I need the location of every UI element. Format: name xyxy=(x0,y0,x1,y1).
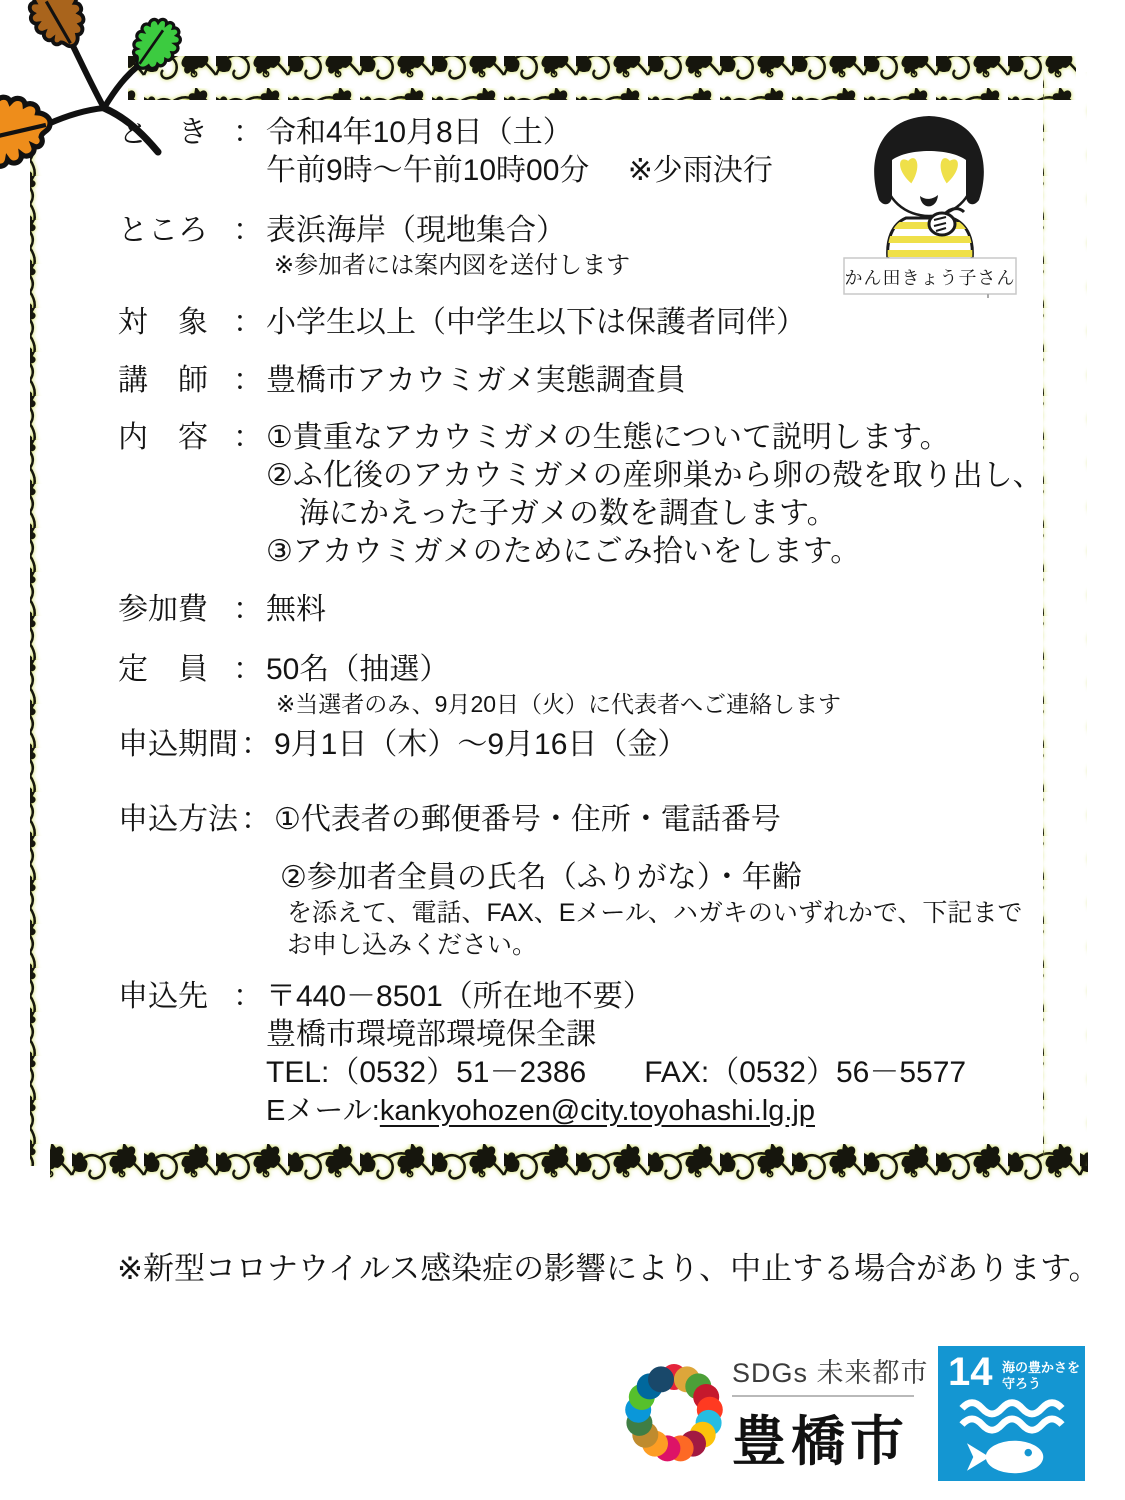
row-capacity-label: 定 員 xyxy=(118,653,208,686)
fee-value: 無料 xyxy=(266,593,326,626)
row-capacity: 定 員 ： 50名（抽選） ※当選者のみ、9月20日（火）に代表者へご連絡します xyxy=(118,651,1033,719)
capacity-value: 50名（抽選） xyxy=(266,653,450,686)
date-value: 令和4年10月8日（土） xyxy=(266,116,573,149)
period-value: 9月1日（木）～9月16日（金） xyxy=(274,728,688,761)
sdgs-future-city-label: SDGs 未来都市 xyxy=(732,1357,929,1388)
logo-divider xyxy=(732,1395,914,1397)
row-place-label: ところ xyxy=(118,214,208,247)
place-note: ※参加者には案内図を送付します xyxy=(274,252,631,279)
row-fee: 参加費 ： 無料 xyxy=(118,591,1033,629)
vine-border-left xyxy=(30,116,74,1166)
character-caption: かん田きょう子さん xyxy=(844,268,1016,288)
row-contents-label: 内 容 xyxy=(118,421,208,454)
flyer-body xyxy=(118,114,1043,1130)
target-value: 小学生以上（中学生以下は保護者同伴） xyxy=(266,306,806,339)
vine-border-bottom xyxy=(50,1144,1088,1188)
row-period: 申込期間 ： 9月1日（木）～9月16日（金） xyxy=(118,726,1033,764)
row-target-label: 対 象 xyxy=(118,306,208,339)
row-date: と き ： 令和4年10月8日（土） 午前9時～午前10時00分 ※少雨決行 xyxy=(118,114,1033,190)
place-value: 表浜海岸（現地集合） xyxy=(266,214,566,247)
email-address: kankyohozen@city.toyohashi.lg.jp xyxy=(379,1095,815,1127)
row-apply-to: 申込先 ： 〒440－8501（所在地不要） 豊橋市環境部環境保全課 TEL:（0532）51－2386 FAX:（0532）56－5577 Eメール:kankyohozen@city.toyohashi.lg.jp xyxy=(118,978,1033,1130)
row-fee-label: 参加費 xyxy=(118,593,208,626)
goal14-number: 14 xyxy=(948,1349,993,1394)
postal-address: 〒440－8501（所在地不要） xyxy=(266,980,653,1013)
row-instructor: 講 師 ： 豊橋市アカウミガメ実態調査員 xyxy=(118,362,1033,400)
fish-icon xyxy=(967,1440,1043,1473)
department-name: 豊橋市環境部環境保全課 xyxy=(266,1018,596,1051)
row-contents: 内 容 ： ①貴重なアカウミガメの生態について説明します。 ②ふ化後のアカウミガメの産卵巣から卵の殻を取り出し、 海にかえった子ガメの数を調査します。 ③アカウミガメのためにごみ拾いをします。 xyxy=(118,421,1043,568)
tel-number: TEL:（0532）51－2386 xyxy=(266,1056,587,1089)
row-place: ところ ： 表浜海岸（現地集合） ※参加者には案内図を送付します xyxy=(118,212,1033,281)
row-target: 対 象 ： 小学生以上（中学生以下は保護者同伴） xyxy=(118,304,1033,342)
city-logo xyxy=(732,1351,929,1476)
sdgs-wheel-icon xyxy=(622,1361,726,1465)
fax-number: FAX:（0532）56－5577 xyxy=(644,1056,967,1089)
goal14-title-line2: 守ろう xyxy=(1002,1375,1042,1391)
row-apply-to-label: 申込先 xyxy=(118,980,208,1013)
instructor-value: 豊橋市アカウミガメ実態調査員 xyxy=(266,364,686,397)
row-instructor-label: 講 師 xyxy=(118,364,208,397)
sdg-goal14-icon xyxy=(938,1346,1085,1481)
footer-logos xyxy=(0,1338,1125,1488)
vine-border-top xyxy=(128,56,1076,100)
city-name: 豊橋市 xyxy=(732,1411,909,1472)
row-period-label: 申込期間 xyxy=(118,728,238,761)
row-method-label: 申込方法 xyxy=(118,803,238,836)
covid-cancellation-note: ※新型コロナウイルス感染症の影響により、中止する場合があります。 xyxy=(117,1251,1100,1286)
vine-border-right xyxy=(1043,72,1087,1166)
email-label: Eメール: xyxy=(266,1095,380,1127)
capacity-note: ※当選者のみ、9月20日（火）に代表者へご連絡します xyxy=(276,691,842,717)
goal14-title-line1: 海の豊かさを xyxy=(1002,1359,1081,1375)
waves-and-fish-icon xyxy=(952,1398,1072,1476)
row-method: 申込方法 ： ①代表者の郵便番号・住所・電話番号 ②参加者全員の氏名（ふりがな）・年齢 を添えて、電話、FAX、Eメール、ハガキのいずれかで、下記まで お申し込みください。 xyxy=(118,803,1023,959)
row-date-label: と き xyxy=(118,116,208,149)
time-value: 午前9時～午前10時00分 ※少雨決行 xyxy=(266,154,773,187)
